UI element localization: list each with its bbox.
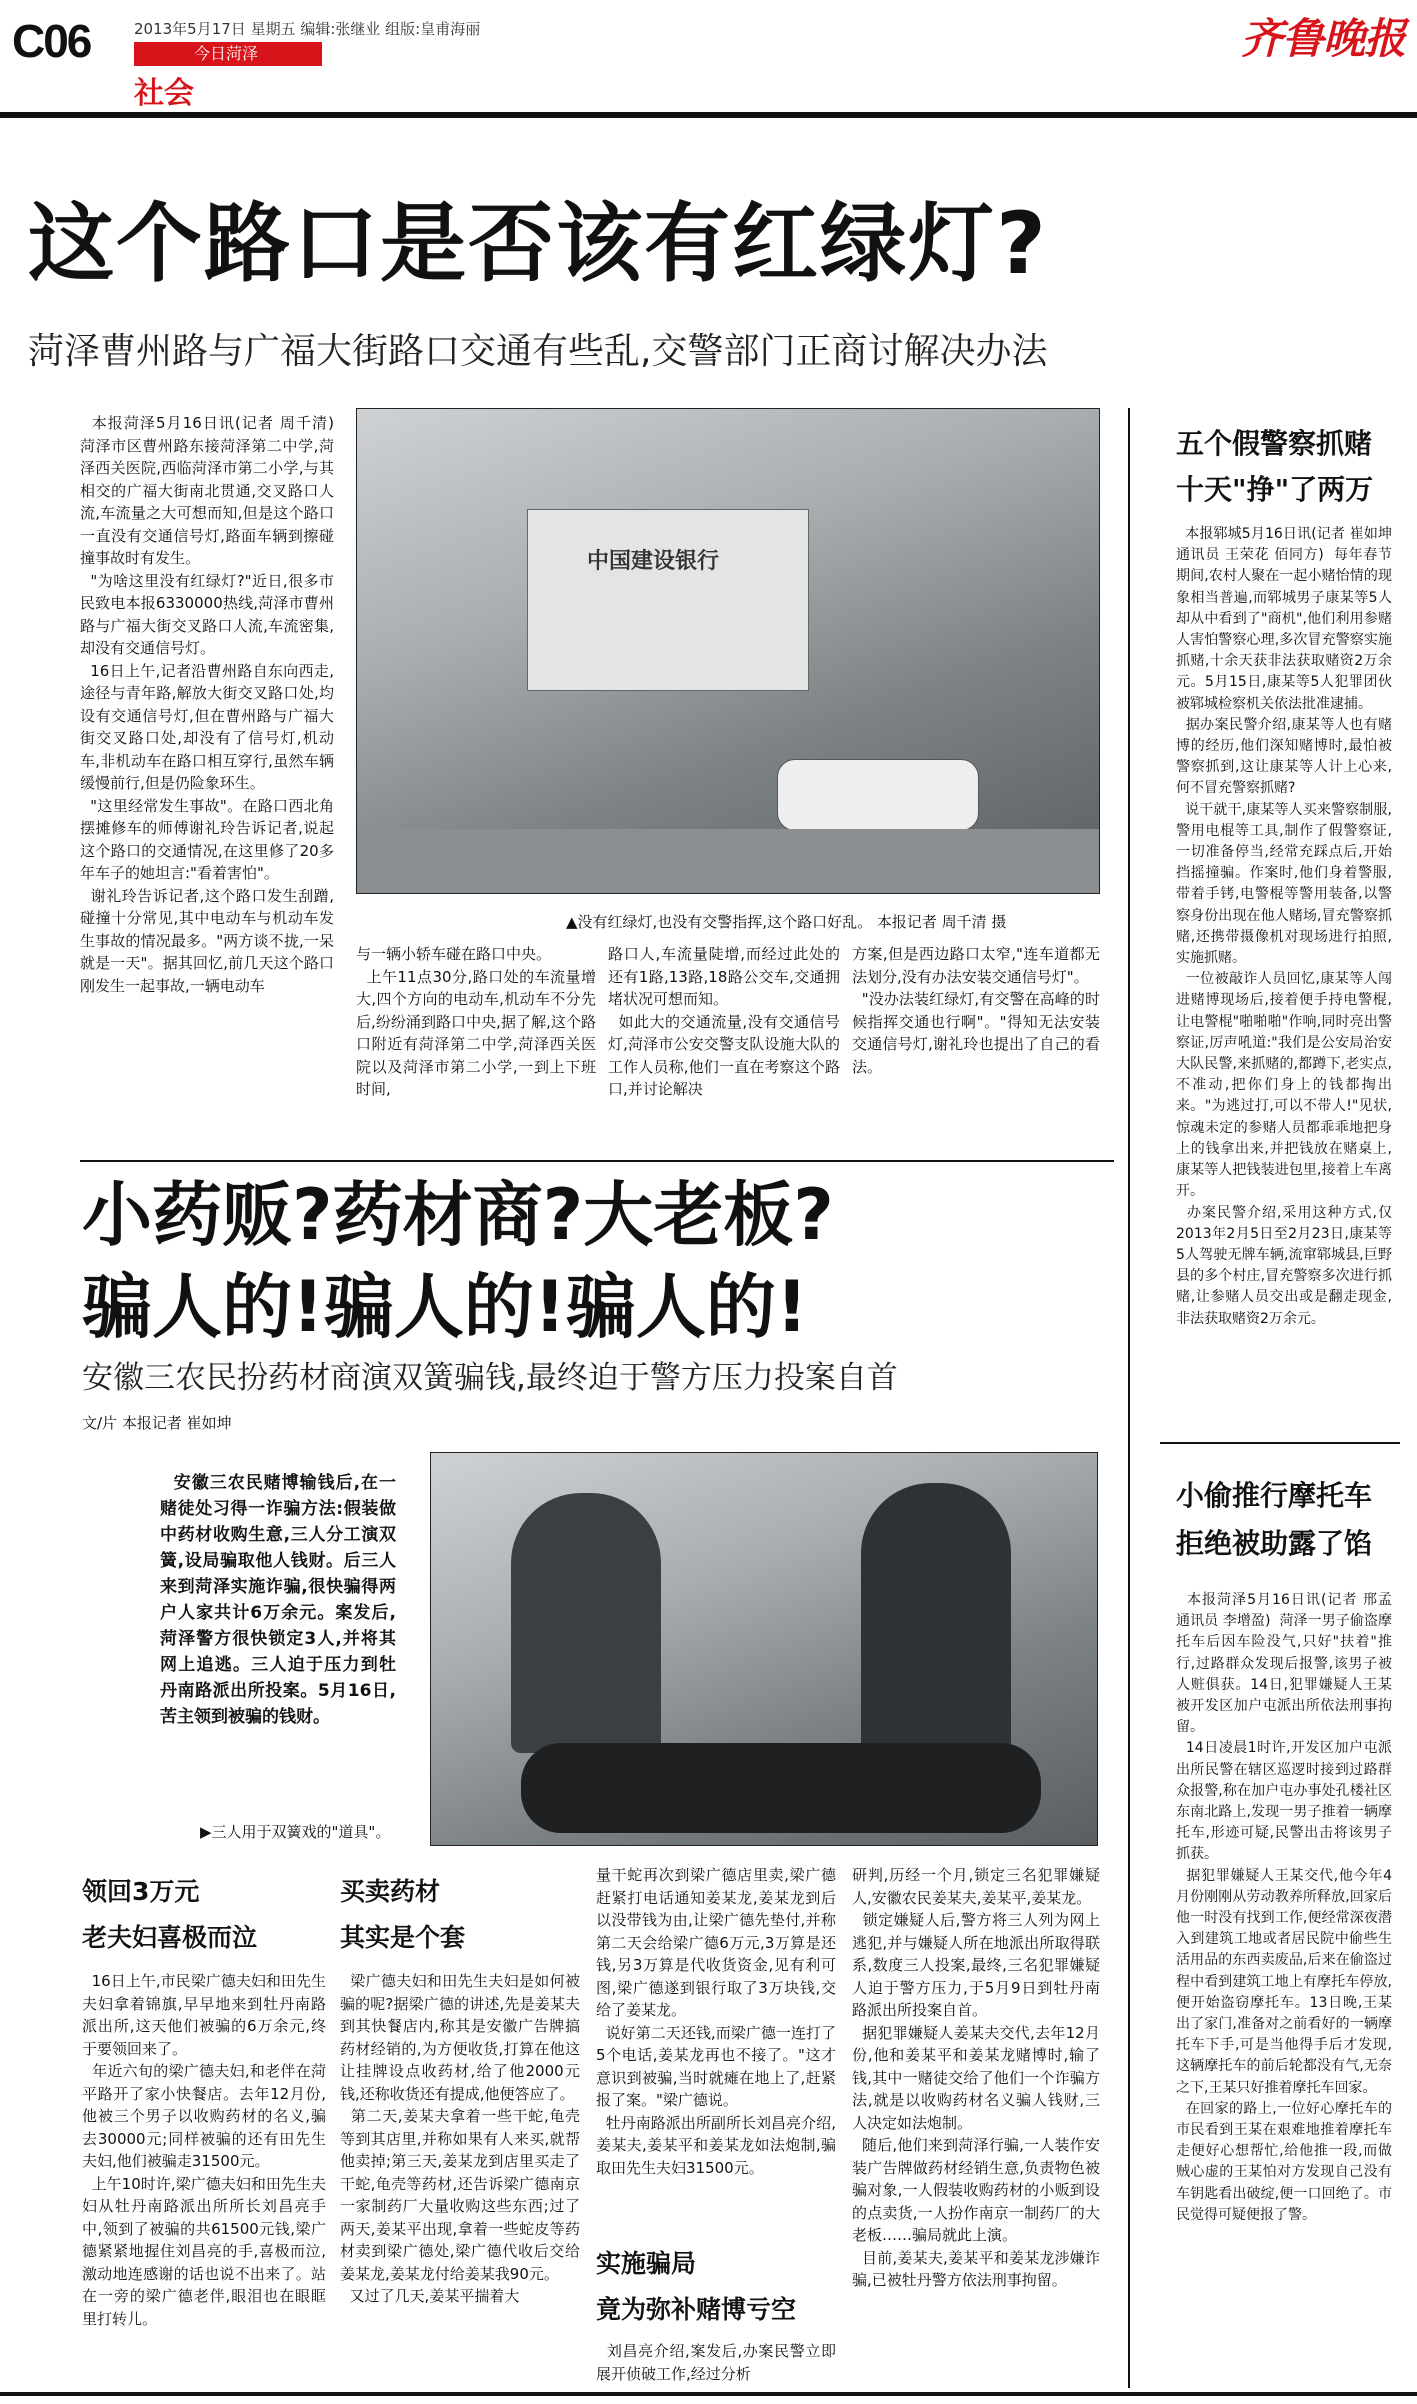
sidebar1-headline-line2: 十天"挣"了两万 xyxy=(1176,473,1374,506)
article2-sub2-line1: 买卖药材 xyxy=(340,1877,441,1906)
sidebar2-headline-line2: 拒绝被助露了馅 xyxy=(1176,1527,1373,1560)
sidebar2-headline-line1: 小偷推行摩托车 xyxy=(1176,1479,1373,1512)
officer-left xyxy=(511,1493,661,1753)
car-shape xyxy=(777,759,979,831)
article1-subheadline: 菏泽曹州路与广福大街路口交通有些乱,交警部门正商讨解决办法 xyxy=(28,331,1048,372)
road-shape xyxy=(357,829,1099,893)
article2-photo xyxy=(430,1452,1098,1846)
article1-column-2: 与一辆小轿车碰在路口中央。 上午11点30分,路口处的车流量增大,四个方向的电动车,机动车不分先后,纷纷涌到路口中央,据了解,这个路口附近有菏泽第二中学,菏泽西关医院以及菏泽市第二小学,一到上下班时间, xyxy=(356,945,596,1098)
article1-headline: 这个路口是否该有红绿灯? xyxy=(28,194,1048,294)
sidebar1-body: 本报郓城5月16日讯(记者 崔如坤 通讯员 王荣花 佰同方) 每年春节期间,农村人聚在一起小赌怡情的现象相当普遍,而郓城男子康某等5人却从中看到了"商机",他们利用参赌人害怕警察心理,多次冒充警察实施抓赌,十余天获非法获取赌资2万余元。5月15日,康某等5人犯罪团伙被郓城检察机关依法批准逮捕。 据办案民警介绍,康某等人也有赌博的经历,他们深知赌博时,最怕被警察抓到,这让康某等人计上心来,何不冒充警察抓赌? 说干就干,康某等人买来警察制服,警用电棍等工具,制作了假警察证,一切准备停当,经常充踩点后,开始挡摇撞骗。作案时,他们身着警服,带着手铐,电警棍等警用装备,以警察身份出现在他人赌场,冒充警察抓赌,还携带摄像机对现场进行拍照,实施抓赌。 一位被敲诈人员回忆,康某等人闯进赌博现场后,接着便手持电警棍,让电警棍"啪啪啪"作响,同时亮出警察证,厉声吼道:"我们是公安局治安大队民警,来抓赌的,都蹲下,老实点,不准动,把你们身上的钱都掏出来。"为逃过打,可以不带人!"见状,惊魂未定的参赌人员都乖乖地把身上的钱拿出来,并把钱放在赌桌上,康某等人把钱装进包里,接着上车离开。 办案民警介绍,采用这种方式,仅2013年2月5日至2月23日,康某等5人驾驶无牌车辆,流窜郓城县,巨野县的多个村庄,冒充警察多次进行抓赌,让参赌人员交出或是翻走现金,非法获取赌资2万余元。 xyxy=(1176,526,1393,1327)
article2-column-1: 16日上午,市民梁广德夫妇和田先生夫妇拿着锦旗,早早地来到牡丹南路派出所,这天他们被骗的6万余元,终于要领回来了。 年近六旬的梁广德夫妇,和老伴在菏平路开了家小快餐店。去年12月份,他被三个男子以收购药材的名义,骗去30000元;同样被骗的还有田先生夫妇,他们被骗走31500元。 上午10时许,梁广德夫妇和田先生夫妇从牡丹南路派出所所长刘昌亮手中,领到了被骗的共61500元钱,梁广德紧紧地握住刘昌亮的手,喜极而泣,激动地连感谢的话也说不出来了。站在一旁的梁广德老伴,眼泪也在眼眶里打转儿。 xyxy=(82,1972,326,2328)
bank-sign: 中国建设银行 xyxy=(587,549,720,574)
article2-column-2: 梁广德夫妇和田先生夫妇是如何被骗的呢?据梁广德的讲述,先是姜某夫到其快餐店内,称其是安徽广告牌搞药材经销的,为方便收货,打算在他这让挂牌设点收药材,给了他2000元钱,还称收货还有提成,他便答应了。 第二天,姜某夫拿着一些干蛇,龟壳等到其店里,并称如果有人来买,就帮他卖掉;第三天,姜某龙到店里买走了干蛇,龟壳等药材,还告诉梁广德南京一家制药厂大量收购这些东西;过了两天,姜某平出现,拿着一些蛇皮等药材卖到梁广德处,梁广德代收后交给姜某龙,姜某龙付给姜某我90元。 又过了几天,姜某平揣着大 xyxy=(340,1972,580,2305)
article2-sub2-line2: 其实是个套 xyxy=(340,1923,466,1952)
sidebar-divider xyxy=(1128,408,1130,2388)
article2-column-3b: 刘昌亮介绍,案发后,办案民警立即展开侦破工作,经过分析 xyxy=(596,2342,836,2383)
masthead-logo: 齐鲁晚报 xyxy=(1240,14,1405,63)
section-tag: 今日菏泽 xyxy=(134,42,322,66)
article2-column-3: 量干蛇再次到梁广德店里卖,梁广德赶紧打电话通知姜某龙,姜某龙到后以没带钱为由,让梁广德先垫付,并称第二天会给梁广德6万元,3万算是还钱,另3万算是代收货资金,见有利可图,梁广德遂到银行取了3万块钱,交给了姜某龙。 说好第二天还钱,而梁广德一连打了5个电话,姜某龙再也不接了。"这才意识到被骗,当时就瘫在地上了,赶紧报了案。"梁广德说。 牡丹南路派出所副所长刘昌亮介绍,姜某夫,姜某平和姜某龙如法炮制,骗取田先生夫妇31500元。 xyxy=(596,1866,836,2177)
page-number: C06 xyxy=(12,15,91,67)
props-on-floor xyxy=(521,1743,1041,1833)
article2-subheadline: 安徽三农民扮药材商演双簧骗钱,最终迫于警方压力投案自首 xyxy=(82,1360,898,1396)
article1-photo-caption: ▲没有红绿灯,也没有交警指挥,这个路口好乱。 本报记者 周千清 摄 xyxy=(566,913,1007,931)
sidebar2-body: 本报菏泽5月16日讯(记者 邢孟 通讯员 李增盈) 菏泽一男子偷盗摩托车后因车险没气,只好"扶着"推行,过路群众发现后报警,该男子被人赃俱获。14日,犯罪嫌疑人王某被开发区加户屯派出所依法刑事拘留。 14日凌晨1时许,开发区加户屯派出所民警在辖区巡逻时接到过路群众报警,称在加户屯办事处孔楼社区东南北路上,发现一男子推着一辆摩托车,形迹可疑,民警出击将该男子抓获。 据犯罪嫌疑人王某交代,他今年4月份刚刚从劳动教养所释放,回家后他一时没有找到工作,便经常深夜潜入到建筑工地或者居民院中偷些生活用品的东西卖废品,后来在偷盗过程中看到建筑工地上有摩托车停放,便开始盗窃摩托车。13日晚,王某出了家门,准备对之前看好的一辆摩托车下手,可是当他得手后才发现,这辆摩托车的前后轮都没有气,无奈之下,王某只好推着摩托车回家。 在回家的路上,一位好心摩托车的市民看到王某在艰难地推着摩托车走便好心想帮忙,给他推一段,而做贼心虚的王某怕对方发现自己没有车钥匙看出破绽,便一口回绝了。市民觉得可疑便报了警。 xyxy=(1176,1592,1392,2223)
article2-sub1-line2: 老夫妇喜极而泣 xyxy=(82,1923,258,1952)
article2-lead: 安徽三农民赌博输钱后,在一赌徒处习得一诈骗方法:假装做中药材收购生意,三人分工演双簧,设局骗取他人钱财。后三人来到菏泽实施诈骗,很快骗得两户人家共计6万余元。案发后,菏泽警方很快锁定3人,并将其网上追逃。三人迫于压力到牡丹南路派出所投案。5月16日,苦主领到被骗的钱财。 xyxy=(160,1473,396,1727)
article2-headline-line2: 骗人的!骗人的!骗人的! xyxy=(82,1266,808,1348)
article1-column-3: 路口人,车流量陡增,而经过此处的还有1路,13路,18路公交车,交通拥堵状况可想而知。 如此大的交通流量,没有交通信号灯,菏泽市公安交警支队设施大队的工作人员称,他们一直在考察这个路口,并讨论解决 xyxy=(608,945,840,1098)
article2-headline-line1: 小药贩?药材商?大老板? xyxy=(82,1174,834,1256)
article2-sub3-line2: 竟为弥补赌博亏空 xyxy=(596,2295,797,2324)
article1-column-4: 方案,但是西边路口太窄,"连车道都无法划分,没有办法安装交通信号灯"。 "没办法装红绿灯,有交警在高峰的时候指挥交通也行啊"。"得知无法安装交通信号灯,谢礼玲也提出了自己的看法。 xyxy=(852,945,1100,1076)
article1-photo xyxy=(356,408,1100,894)
article2-sub3-line1: 实施骗局 xyxy=(596,2249,697,2278)
article2-column-4: 研判,历经一个月,锁定三名犯罪嫌疑人,安徽农民姜某夫,姜某平,姜某龙。 锁定嫌疑人后,警方将三人列为网上逃犯,并与嫌疑人所在地派出所取得联系,数度三人投案,最终,三名犯罪嫌疑人迫于警方压力,于5月9日到牡丹南路派出所投案自首。 据犯罪嫌疑人姜某夫交代,去年12月份,他和姜某平和姜某龙赌博时,输了钱,其中一赌徒交给了他们一个诈骗方法,就是以收购药材名义骗人钱财,三人决定如法炮制。 随后,他们来到菏泽行骗,一人装作安装广告牌做药材经销生意,负责物色被骗对象,一人假装收购药材的小贩到设的点卖货,一人扮作南京一制药厂的大老板……骗局就此上演。 目前,姜某夫,姜某平和姜某龙涉嫌诈骗,已被牡丹警方依法刑事拘留。 xyxy=(852,1866,1100,2289)
date-line: 2013年5月17日 星期五 编辑:张继业 组版:皇甫海丽 xyxy=(134,20,481,38)
footer-rule xyxy=(0,2392,1417,2396)
officer-right xyxy=(861,1483,1011,1753)
article2-byline: 文/片 本报记者 崔如坤 xyxy=(82,1414,232,1432)
sidebar-divider-rule xyxy=(1160,1442,1400,1444)
article2-sub1-line1: 领回3万元 xyxy=(82,1877,200,1906)
header-rule xyxy=(0,112,1417,118)
article1-column-1: 本报菏泽5月16日讯(记者 周千清) 菏泽市区曹州路东接菏泽第二中学,菏泽西关医院,西临菏泽市第二小学,与其相交的广福大街南北贯通,交叉路口人流,车流量之大可想而知,但是这个路口一直没有交通信号灯,路面车辆到擦碰撞事故时有发生。 "为啥这里没有红绿灯?"近日,很多市民致电本报6330000热线,菏泽市曹州路与广福大街交叉路口人流,车流密集,却没有交通信号灯。 16日上午,记者沿曹州路自东向西走,途径与青年路,解放大街交叉路口处,均设有交通信号灯,但在曹州路与广福大街交叉路口处,却没有了信号灯,机动车,非机动车在路口相互穿行,虽然车辆缓慢前行,但是仍险象环生。 "这里经常发生事故"。在路口西北角摆摊修车的师傅谢礼玲告诉记者,说起这个路口的交通情况,在这里修了20多年车子的她坦言:"看着害怕"。 谢礼玲告诉记者,这个路口发生刮蹭,碰撞十分常见,其中电动车与机动车发生事故的情况最多。"两方谈不拢,一呆就是一天"。据其回忆,前几天这个路口刚发生一起事故,一辆电动车 xyxy=(80,414,334,995)
section-name: 社会 xyxy=(134,76,194,111)
bank-building xyxy=(527,509,809,691)
article-divider xyxy=(80,1160,1114,1162)
sidebar1-headline-line1: 五个假警察抓赌 xyxy=(1176,427,1373,460)
article2-photo-caption: ▶三人用于双簧戏的"道具"。 xyxy=(200,1823,391,1841)
